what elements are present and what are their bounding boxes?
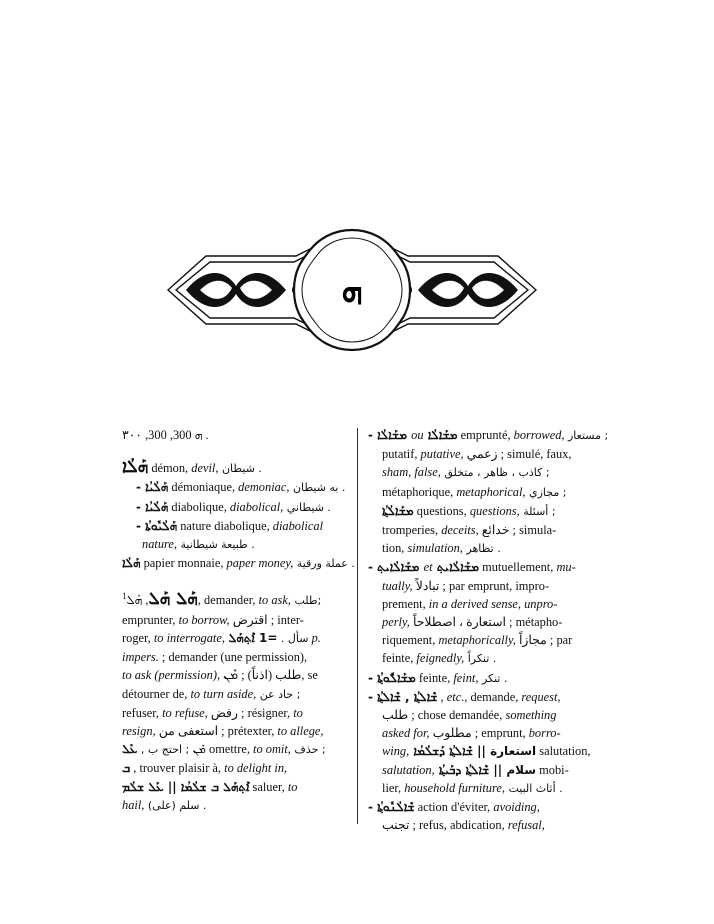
header-ornament <box>166 226 538 354</box>
entry-text: طلب ; chose demandée, <box>382 708 506 723</box>
syriac-headword: سلام || ܫܶܐܠܬ݂ܳܐ ܕܒܰܝܬ݂ܳܐ <box>434 762 537 777</box>
english-gloss: questions, <box>469 503 520 518</box>
entry-continuation <box>122 535 348 554</box>
arabic-gloss: طبيعة شيطانية . <box>177 538 255 552</box>
entry-diabolique <box>122 498 348 517</box>
entry-emprunte <box>368 426 609 445</box>
abbreviation: etc., <box>446 689 468 704</box>
arabic-gloss: تنكر . <box>478 671 508 685</box>
entry-text: mobi- <box>536 762 569 777</box>
arabic-gloss: حذف ; <box>290 743 326 757</box>
syriac-headword: ܗܰܠ ܗܰܠ <box>148 589 198 610</box>
syriac-headword: - ܗܰܠܳܝܽܘܬܳܐ <box>136 518 178 533</box>
column-divider <box>357 428 358 824</box>
entry-text: emprunté, <box>457 428 514 442</box>
entry-mutuellement <box>368 558 590 576</box>
syriac-headword: - ܫܶܐܠܳܢܽܘܬ݂ܳܐ <box>368 800 415 815</box>
entry-demon <box>122 458 348 478</box>
entry-line <box>122 796 348 815</box>
entry-text: diabolique, <box>168 499 230 514</box>
arabic-gloss: أسئلة ; <box>519 504 556 518</box>
english-gloss: nature, <box>142 537 177 552</box>
entry-line <box>368 649 590 668</box>
english-gloss: borro- <box>528 726 561 741</box>
entry-text: تبادلاً ; par emprunt, impro- <box>412 578 550 593</box>
entry-papier-monnaie <box>122 554 355 573</box>
entry-text: ; demander (une permission), <box>158 650 308 665</box>
english-gloss: diabolical, <box>229 499 284 514</box>
entry-line <box>122 759 348 777</box>
english-gloss: putative, <box>420 447 464 462</box>
arabic-gloss: به شيطان . <box>289 481 346 495</box>
syriac-headword: - ܗܰܠܳܝܳܐ <box>136 480 169 495</box>
entry-demoniaque <box>122 478 348 497</box>
english-gloss: tually, <box>382 578 413 593</box>
connector: ou <box>411 428 424 442</box>
entry-text: طلب (اذناً) ; ܡܶܢ, se <box>220 668 318 683</box>
entry-text: خدائع ; simula- <box>478 523 557 538</box>
arabic-gloss: سأل . <box>224 631 309 645</box>
entry-line <box>368 761 590 779</box>
header-letter: ܗ <box>341 271 363 311</box>
arabic-gloss: تظاهر . <box>462 542 501 556</box>
entry-text: رفض ; résigner, <box>207 705 294 720</box>
entry-line <box>368 483 590 502</box>
entry-text: استعفى من ; prétexter, <box>155 723 278 738</box>
entry-text: اقترض ; inter- <box>229 612 304 627</box>
entry-line <box>122 611 348 629</box>
entry-text: mutuellement, <box>479 560 557 575</box>
english-gloss: in a derived sense, unpro- <box>428 596 558 611</box>
arabic-gloss: حاد عن ; <box>256 687 301 701</box>
english-gloss: devil, <box>191 461 219 476</box>
arabic-gloss: تنكراً . <box>464 652 497 666</box>
entry-number-300 <box>122 426 348 444</box>
entry-text: saluer, <box>249 779 288 794</box>
entry-text: salutation, <box>536 744 591 759</box>
entry-text: استعارة ، اصطلاحاً ; métapho- <box>409 615 563 630</box>
english-gloss: to allege, <box>277 723 324 738</box>
english-gloss: perly, <box>382 615 410 630</box>
entry-text: تجنب ; refus, abdication, <box>382 818 508 833</box>
syriac-headword: ܒ <box>122 761 131 776</box>
english-gloss: to turn aside, <box>190 686 257 701</box>
english-gloss: to <box>293 705 303 720</box>
english-gloss: refusal, <box>507 818 545 833</box>
arabic-gloss: عملة ورقية . <box>293 557 355 571</box>
entry-text: tion, <box>382 541 408 556</box>
syriac-headword: - ܗܰܠܳܝܳܐ <box>136 499 169 514</box>
english-gloss: asked for, <box>382 726 430 741</box>
english-gloss: sham, false, <box>382 465 441 480</box>
english-gloss: simulation, <box>407 541 463 556</box>
english-gloss: household furniture, <box>404 780 505 795</box>
entry-text: putatif, <box>382 447 421 462</box>
syriac-headword: ܥܰܠ <box>122 742 138 757</box>
entry-line <box>368 742 590 760</box>
grammar-note: impers. <box>122 650 159 665</box>
entry-text: emprunter, <box>122 612 179 627</box>
entry-nature-diabolique <box>122 517 348 535</box>
entry-text: , ܗܰܠ, demander, <box>126 593 259 608</box>
entry-line <box>122 666 348 684</box>
syriac-headword: ܗܰܠܳܐ <box>122 556 141 571</box>
entry-text: roger, <box>122 630 154 645</box>
syriac-headword: استعارة || ܫܶܐܠܬ݂ܳܐ ܕܰܫܠܳܡܳܐ <box>409 744 537 759</box>
english-gloss: to <box>287 779 298 794</box>
english-gloss: feignedly, <box>416 651 465 666</box>
entry-text: feinte, <box>382 651 417 666</box>
english-gloss: salutation, <box>382 762 435 777</box>
entry-line <box>122 648 348 666</box>
entry-demander <box>122 587 348 610</box>
english-gloss: demoniac, <box>238 480 290 495</box>
entry-demande <box>368 688 590 706</box>
entry-text: papier monnaie, <box>140 556 227 571</box>
entry-line <box>122 740 348 759</box>
english-gloss: metaphorically, <box>438 633 516 648</box>
connector: et <box>423 560 433 575</box>
entry-action-deviter <box>368 798 590 816</box>
entry-line <box>122 778 348 796</box>
arabic-gloss: ܡܶܢ ; احتج ب , <box>137 743 206 757</box>
entry-text: nature diabolique, <box>177 518 273 533</box>
arabic-gloss: أثاث البيت . <box>504 781 563 795</box>
english-gloss: feint, <box>453 670 479 685</box>
english-gloss: to refuse, <box>162 705 208 720</box>
entry-text: ܗ 300, 300, ٣٠٠ . <box>122 428 209 442</box>
entry-text: demande, <box>467 689 522 704</box>
english-gloss: borrowed, <box>513 428 565 442</box>
entry-text: action d'éviter, <box>414 800 494 815</box>
arabic-gloss: كاذب ، ظاهر ، متخلق ; <box>440 466 550 480</box>
arabic-gloss: سلم (على) . <box>144 798 207 812</box>
english-gloss: deceits, <box>441 523 479 538</box>
arabic-gloss: شيطاني . <box>283 500 331 514</box>
entry-line <box>122 722 348 740</box>
entry-text: refuser, <box>122 705 163 720</box>
english-gloss: to interrogate, <box>153 630 225 645</box>
english-gloss: mu- <box>556 560 576 575</box>
grammar-note: p. <box>308 630 321 645</box>
syriac-headword: =1 ܐܶܬ݂ܗܰܠ <box>228 630 278 645</box>
entry-line <box>122 685 348 704</box>
syriac-headword: - ܡܫܰܐܠܽܘܬ݂ܳܐ <box>368 670 416 685</box>
entry-line <box>368 445 590 463</box>
entry-text: détourner de, <box>122 686 191 701</box>
arabic-gloss: طلب; <box>290 594 322 608</box>
entry-line <box>368 631 590 649</box>
english-gloss: hail, <box>122 797 145 812</box>
english-gloss: to omit, <box>253 742 291 757</box>
syriac-headword: ܗܰܠܳܐ <box>122 457 149 478</box>
entry-text: riquement, <box>382 633 439 648</box>
entry-text: , trouver plaisir à, <box>130 761 225 776</box>
entry-text: , <box>437 689 447 704</box>
english-gloss: metaphorical, <box>456 484 526 499</box>
english-gloss: to ask, <box>258 593 291 608</box>
entry-line <box>368 521 590 539</box>
homonym-number: 1 <box>122 591 127 602</box>
syriac-headword: ܡܫܰܐܠܳܐ <box>423 428 458 442</box>
entry-line <box>368 724 590 742</box>
english-gloss: request, <box>521 689 561 704</box>
english-gloss: diabolical <box>272 518 324 533</box>
english-gloss: avoiding, <box>493 800 540 815</box>
english-gloss: something <box>505 708 557 723</box>
entry-text: lier, <box>382 780 405 795</box>
syriac-headword: ܡܫܰܐܠܳܐܝܬ݂ <box>432 560 479 575</box>
entry-text: feinte, <box>415 670 454 685</box>
english-gloss: to ask (permission), <box>122 668 221 683</box>
entry-line <box>368 613 590 631</box>
english-gloss: paper money, <box>226 556 294 571</box>
entry-text: démoniaque, <box>168 480 239 495</box>
entry-text: زعمي ; simulé, faux, <box>463 447 572 462</box>
entry-line <box>368 502 590 521</box>
entry-line <box>122 704 348 722</box>
english-gloss: to delight in, <box>224 761 288 776</box>
entry-feinte <box>368 669 590 688</box>
entry-line <box>368 463 590 482</box>
entry-line <box>122 629 348 648</box>
right-column <box>368 426 609 834</box>
left-column <box>122 426 355 815</box>
syriac-headword: - ܡܫܰܐܠܳܐ <box>368 428 412 442</box>
entry-line <box>368 779 590 798</box>
arabic-gloss: مستعار ; <box>564 429 609 442</box>
entry-text: démon, <box>148 461 192 476</box>
entry-text: omettre, <box>205 742 254 757</box>
entry-line <box>368 577 590 595</box>
syriac-headword: ܡܫܰܐܠܳܬ݂ܳܐ <box>382 503 414 518</box>
arabic-gloss: مجازي ; <box>525 485 567 499</box>
entry-text: métaphorique, <box>382 484 457 499</box>
arabic-gloss: شيطان . <box>218 462 262 476</box>
english-gloss: resign, <box>122 723 156 738</box>
entry-text: مجازاً ; par <box>515 633 573 648</box>
syriac-headword: ܥܰܠ ܫܠܳܡ <box>122 779 164 794</box>
english-gloss: to borrow, <box>178 612 230 627</box>
entry-text: prement, <box>382 596 429 611</box>
english-gloss: wing, <box>382 744 410 759</box>
entry-line <box>368 706 590 724</box>
entry-line <box>368 816 590 834</box>
entry-text: مطلوب ; emprunt, <box>429 726 529 741</box>
entry-text: tromperies, <box>382 523 442 538</box>
entry-line <box>368 595 590 613</box>
entry-line <box>368 539 590 558</box>
syriac-headword: - ܫܶܐܠܬ݂ܳܐ , ܫܶܐܠܬ݂ܳܐ <box>368 689 438 704</box>
syriac-headword: - ܡܫܰܐܠܳܐܝܬ݂ <box>368 560 424 575</box>
entry-text: questions, <box>413 503 470 518</box>
syriac-headword: ܐܶܬ݂ܗܰܠ ܒ ܫܠܳܡܳܐ || <box>163 779 250 794</box>
